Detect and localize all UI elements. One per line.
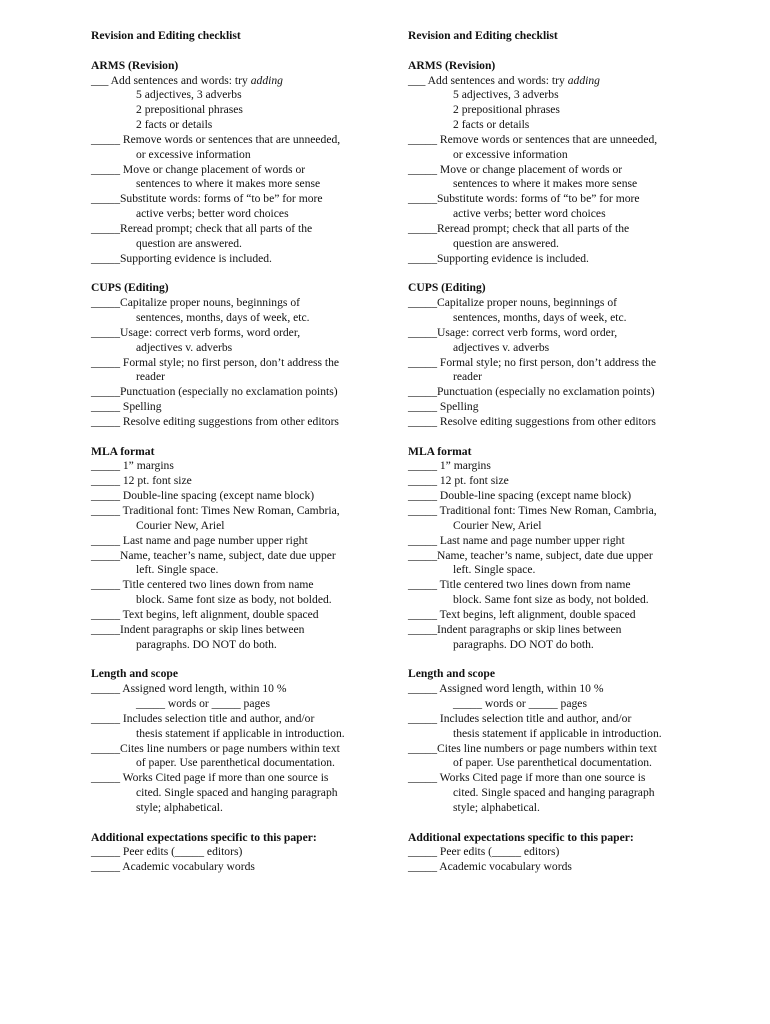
checklist-item-text: style; alphabetical. [136, 800, 223, 814]
section-mla-format [91, 445, 391, 653]
checklist-item-text: 5 adjectives, 3 adverbs [136, 88, 242, 102]
checklist-item [91, 356, 391, 371]
checklist-item-continuation [408, 638, 708, 653]
checklist-item [408, 860, 708, 875]
checklist-item-text: _____ Double-line spacing (except name block) [408, 489, 632, 503]
checklist-item-text: _____ Spelling [408, 400, 479, 414]
checklist-item [408, 682, 708, 697]
checklist-item-continuation [91, 88, 391, 103]
checklist-item-continuation [408, 207, 708, 222]
checklist-item-text: _____ 12 pt. font size [408, 474, 509, 488]
checklist-item-text: _____ Peer edits (_____ editors) [408, 845, 560, 859]
checklist-item-continuation [91, 697, 391, 712]
section-heading: MLA format [408, 444, 472, 458]
checklist-item-continuation [91, 311, 391, 326]
checklist-item-text: _____ Spelling [91, 400, 162, 414]
checklist-item-text: _____ Resolve editing suggestions from other editors [91, 414, 339, 428]
checklist-item-text: sentences, months, days of week, etc. [453, 311, 627, 325]
checklist-item [91, 845, 391, 860]
checklist-item-text: _____Name, teacher’s name, subject, date due upper [91, 548, 336, 562]
checklist-item-text: _____ Formal style; no first person, don’t address the [91, 355, 340, 369]
checklist-column-left [91, 29, 391, 890]
checklist-item-text: block. Same font size as body, not bolded. [453, 593, 649, 607]
checklist-item [91, 534, 391, 549]
checklist-item [408, 326, 708, 341]
checklist-item-text: ___ Add sentences and words: try [408, 73, 568, 87]
checklist-item-text: Courier New, Ariel [453, 518, 542, 532]
checklist-item [408, 534, 708, 549]
section-length-and-scope [408, 667, 708, 815]
checklist-item-text: 5 adjectives, 3 adverbs [453, 88, 559, 102]
checklist-item-text: Courier New, Ariel [136, 518, 225, 532]
checklist-item-text: question are answered. [136, 236, 242, 250]
checklist-item-text: _____ Last name and page number upper right [91, 533, 308, 547]
section-heading: ARMS (Revision) [408, 58, 496, 72]
checklist-item [91, 74, 391, 89]
checklist-item [91, 742, 391, 757]
checklist-item-text: _____ Text begins, left alignment, double spaced [91, 607, 319, 621]
checklist-item-continuation [91, 207, 391, 222]
checklist-item-text: _____ Traditional font: Times New Roman, Cambria, [408, 504, 657, 517]
checklist-item-continuation [91, 148, 391, 163]
checklist-item-text: _____ 1” margins [408, 459, 491, 473]
checklist-item [408, 459, 708, 474]
checklist-item-text: _____Cites line numbers or page numbers within text [408, 741, 657, 755]
checklist-item [91, 489, 391, 504]
checklist-item [408, 222, 708, 237]
checklist-item-text: _____ Assigned word length, within 10 % [408, 682, 604, 696]
checklist-item-continuation [91, 103, 391, 118]
checklist-item-text: _____Reread prompt; check that all parts of the [408, 221, 630, 235]
checklist-item [408, 133, 708, 148]
checklist-item-continuation [91, 341, 391, 356]
checklist-item [408, 549, 708, 564]
checklist-item-emphasis: adding [567, 73, 600, 87]
checklist-item-text: of paper. Use parenthetical documentation. [453, 756, 652, 770]
section-cups-editing [408, 281, 708, 429]
checklist-item [91, 385, 391, 400]
checklist-item-text: _____ Works Cited page if more than one source is [408, 771, 646, 785]
checklist-item-continuation [408, 311, 708, 326]
section-arms-revision [408, 59, 708, 267]
checklist-item [408, 608, 708, 623]
checklist-item [408, 385, 708, 400]
checklist-item-text: _____Substitute words: forms of “to be” for more [408, 192, 640, 206]
checklist-item [408, 415, 708, 430]
checklist-item-text: _____Punctuation (especially no exclamation points) [408, 385, 655, 399]
checklist-item-text: reader [136, 370, 165, 384]
checklist-item [408, 845, 708, 860]
checklist-item-text: _____ Formal style; no first person, don’t address the [408, 355, 657, 369]
checklist-item [91, 578, 391, 593]
checklist-item-text: _____ Academic vocabulary words [408, 860, 572, 874]
section-additional-expectations-specific-to-this-paper [408, 831, 708, 876]
checklist-item-text: _____Reread prompt; check that all parts of the [91, 221, 313, 235]
checklist-item-continuation [91, 727, 391, 742]
checklist-item-text: or excessive information [453, 147, 568, 161]
checklist-item [408, 252, 708, 267]
section-mla-format [408, 445, 708, 653]
section-cups-editing [91, 281, 391, 429]
checklist-item [408, 474, 708, 489]
checklist-column-right [408, 29, 708, 890]
checklist-item [91, 771, 391, 786]
checklist-item-text: _____ Assigned word length, within 10 % [91, 682, 287, 696]
checklist-item [91, 682, 391, 697]
checklist-item-text: _____ Move or change placement of words or [91, 162, 306, 176]
checklist-item [91, 222, 391, 237]
checklist-item-text: 2 prepositional phrases [136, 103, 243, 117]
checklist-item-continuation [91, 638, 391, 653]
checklist-item-text: block. Same font size as body, not bolded. [136, 593, 332, 607]
checklist-item [91, 163, 391, 178]
checklist-item [91, 400, 391, 415]
checklist-item-text: _____ Academic vocabulary words [91, 860, 255, 874]
checklist-item-text: _____ Double-line spacing (except name block) [91, 489, 315, 503]
checklist-item-text: active verbs; better word choices [136, 207, 289, 221]
checklist-item-text: 2 prepositional phrases [453, 103, 560, 117]
checklist-item [408, 296, 708, 311]
section-heading: CUPS (Editing) [408, 281, 486, 295]
checklist-item-text: _____ Move or change placement of words or [408, 162, 623, 176]
checklist-item-continuation [91, 593, 391, 608]
checklist-item-continuation [408, 786, 708, 801]
checklist-item [91, 296, 391, 311]
checklist-item-continuation [91, 563, 391, 578]
checklist-item-continuation [408, 341, 708, 356]
checklist-item-text: cited. Single spaced and hanging paragraph [136, 786, 338, 800]
checklist-item [91, 415, 391, 430]
checklist-item-continuation [408, 88, 708, 103]
checklist-item-continuation [408, 727, 708, 742]
checklist-item-text: question are answered. [453, 236, 559, 250]
checklist-item [91, 474, 391, 489]
checklist-item-text: _____Supporting evidence is included. [408, 251, 589, 265]
checklist-item-text: _____Supporting evidence is included. [91, 251, 272, 265]
checklist-item-text: _____ Includes selection title and author, and/or [408, 711, 632, 725]
checklist-item-text: adjectives v. adverbs [136, 340, 233, 354]
checklist-item-continuation [408, 519, 708, 534]
section-arms-revision [91, 59, 391, 267]
checklist-item [408, 163, 708, 178]
section-heading: Additional expectations specific to this paper: [408, 830, 634, 844]
checklist-item-text: _____Capitalize proper nouns, beginnings of [408, 296, 617, 310]
checklist-item-text: _____ words or _____ pages [136, 696, 270, 710]
checklist-item-text: _____ Title centered two lines down from name [408, 578, 631, 592]
checklist-item [91, 623, 391, 638]
checklist-item [91, 459, 391, 474]
checklist-item-continuation [408, 177, 708, 192]
checklist-item-text: _____Usage: correct verb forms, word order, [91, 325, 301, 339]
checklist-title: Revision and Editing checklist [408, 29, 558, 42]
checklist-item [91, 860, 391, 875]
checklist-item-emphasis: adding [250, 73, 283, 87]
checklist-item-text: _____ Remove words or sentences that are unneeded, [408, 132, 658, 146]
checklist-item-continuation [408, 697, 708, 712]
section-additional-expectations-specific-to-this-paper [91, 831, 391, 876]
checklist-item [408, 771, 708, 786]
checklist-item-text: _____ Last name and page number upper right [408, 533, 625, 547]
checklist-item-continuation [91, 118, 391, 133]
checklist-item-continuation [408, 756, 708, 771]
checklist-item [408, 504, 708, 519]
checklist-item [91, 504, 391, 519]
checklist-item-text: 2 facts or details [136, 118, 213, 132]
section-length-and-scope [91, 667, 391, 815]
checklist-item-text: _____Substitute words: forms of “to be” for more [91, 192, 323, 206]
section-heading: Length and scope [91, 667, 178, 681]
checklist-item-text: _____ Remove words or sentences that are unneeded, [91, 132, 341, 146]
checklist-item-continuation [408, 237, 708, 252]
checklist-item [408, 356, 708, 371]
checklist-item-text: _____Indent paragraphs or skip lines between [91, 622, 305, 636]
checklist-item [91, 608, 391, 623]
section-heading: Length and scope [408, 667, 495, 681]
checklist-item-text: paragraphs. DO NOT do both. [453, 637, 594, 651]
checklist-item-text: _____Punctuation (especially no exclamation points) [91, 385, 338, 399]
checklist-item-continuation [408, 370, 708, 385]
checklist-item [408, 74, 708, 89]
checklist-item-text: style; alphabetical. [453, 800, 540, 814]
checklist-item-text: _____ Text begins, left alignment, double spaced [408, 607, 636, 621]
checklist-item-text: left. Single space. [453, 563, 536, 577]
checklist-item-text: _____ 1” margins [91, 459, 174, 473]
checklist-item-text: _____ Includes selection title and author, and/or [91, 711, 315, 725]
checklist-item-text: _____ Resolve editing suggestions from other editors [408, 414, 656, 428]
checklist-item-continuation [408, 148, 708, 163]
checklist-item-text: _____ Peer edits (_____ editors) [91, 845, 243, 859]
checklist-item-text: cited. Single spaced and hanging paragraph [453, 786, 655, 800]
section-heading: MLA format [91, 444, 155, 458]
checklist-item-continuation [408, 801, 708, 816]
checklist-item-text: reader [453, 370, 482, 384]
section-heading: ARMS (Revision) [91, 58, 179, 72]
section-heading: Additional expectations specific to this paper: [91, 830, 317, 844]
checklist-item-continuation [408, 103, 708, 118]
checklist-item [91, 252, 391, 267]
checklist-item-text: sentences, months, days of week, etc. [136, 311, 310, 325]
checklist-item-continuation [91, 519, 391, 534]
checklist-item-text: active verbs; better word choices [453, 207, 606, 221]
checklist-item [408, 712, 708, 727]
checklist-item [408, 578, 708, 593]
checklist-item-text: 2 facts or details [453, 118, 530, 132]
checklist-item-continuation [91, 756, 391, 771]
checklist-item-continuation [91, 370, 391, 385]
checklist-item-continuation [91, 237, 391, 252]
checklist-item-text: _____ Traditional font: Times New Roman, Cambria, [91, 504, 340, 517]
checklist-item [408, 742, 708, 757]
checklist-item-text: paragraphs. DO NOT do both. [136, 637, 277, 651]
checklist-item-text: left. Single space. [136, 563, 219, 577]
checklist-item-text: ___ Add sentences and words: try [91, 73, 251, 87]
checklist-item-text: adjectives v. adverbs [453, 340, 550, 354]
checklist-item-text: _____Name, teacher’s name, subject, date due upper [408, 548, 653, 562]
checklist-item [408, 400, 708, 415]
checklist-item [91, 549, 391, 564]
checklist-item-continuation [91, 177, 391, 192]
checklist-item-text: thesis statement if applicable in introduction. [136, 726, 345, 740]
checklist-item [408, 623, 708, 638]
checklist-item [408, 489, 708, 504]
checklist-item-continuation [408, 118, 708, 133]
checklist-item-text: _____ words or _____ pages [453, 696, 587, 710]
checklist-item-text: _____Usage: correct verb forms, word order, [408, 325, 618, 339]
checklist-item-continuation [91, 786, 391, 801]
checklist-item-text: sentences to where it makes more sense [453, 177, 638, 191]
checklist-item-text: of paper. Use parenthetical documentation. [136, 756, 335, 770]
checklist-item-continuation [408, 593, 708, 608]
checklist-item-continuation [408, 563, 708, 578]
checklist-item-text: or excessive information [136, 147, 251, 161]
checklist-item [91, 192, 391, 207]
checklist-item [91, 133, 391, 148]
checklist-title: Revision and Editing checklist [91, 29, 241, 42]
checklist-item-text: _____ Works Cited page if more than one source is [91, 771, 329, 785]
checklist-item [91, 326, 391, 341]
checklist-item [408, 192, 708, 207]
checklist-item-continuation [91, 801, 391, 816]
checklist-item-text: _____ Title centered two lines down from name [91, 578, 314, 592]
checklist-item-text: sentences to where it makes more sense [136, 177, 321, 191]
checklist-item-text: _____Indent paragraphs or skip lines between [408, 622, 622, 636]
checklist-item-text: _____Capitalize proper nouns, beginnings of [91, 296, 300, 310]
checklist-item-text: _____ 12 pt. font size [91, 474, 192, 488]
checklist-item [91, 712, 391, 727]
section-heading: CUPS (Editing) [91, 281, 169, 295]
checklist-item-text: _____Cites line numbers or page numbers within text [91, 741, 340, 755]
checklist-item-text: thesis statement if applicable in introduction. [453, 726, 662, 740]
